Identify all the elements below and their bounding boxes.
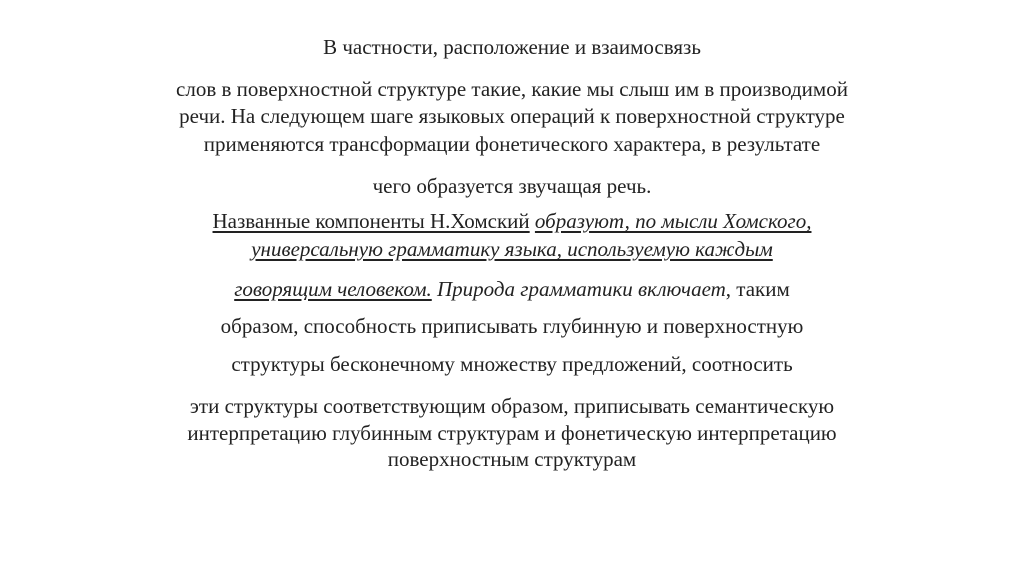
- text-line-2: [0, 76, 1024, 102]
- text-line-4: [0, 131, 1024, 157]
- text-span: В частности, расположение и взаимосвязь: [323, 35, 701, 59]
- text-span: , таким: [725, 277, 790, 301]
- text-line-9: [0, 313, 1024, 339]
- italic-text: Природа грамматики включает: [437, 277, 726, 301]
- underlined-italic-text: универсальную грамматику языка, используемую каждым: [251, 237, 773, 261]
- text-line-12: [0, 420, 1024, 446]
- underlined-italic-text: говорящим человеком.: [234, 277, 432, 301]
- text-line-13: [0, 446, 1024, 472]
- text-span: речи. На следующем шаге языковых операций к поверхностной структуре: [179, 104, 845, 128]
- underlined-text: Названные компоненты Н.Хомский: [212, 209, 530, 233]
- text-span: эти структуры соответствующим образом, приписывать семантическую: [189, 394, 835, 418]
- text-span: слов в поверхностной структуре такие, какие мы слыш им в производимой: [176, 77, 848, 101]
- text-line-7: [0, 236, 1024, 262]
- text-line-11: [0, 393, 1024, 419]
- text-span: структуры бесконечному множеству предложений, соотносить: [231, 352, 793, 376]
- text-span: поверхностным структурам: [387, 447, 637, 471]
- text-line-1: [0, 34, 1024, 60]
- text-line-3: [0, 103, 1024, 129]
- underlined-italic-text: образуют, по мысли Хомского,: [534, 209, 812, 233]
- text-span: интерпретацию глубинным структурам и фонетическую интерпретацию: [187, 421, 837, 445]
- text-line-5: [0, 173, 1024, 199]
- text-span: образом, способность приписывать глубинную и поверхностную: [220, 314, 804, 338]
- text-line-10: [0, 351, 1024, 377]
- text-line-6: [0, 208, 1024, 234]
- text-line-8: [0, 276, 1024, 302]
- text-span: применяются трансформации фонетического характера, в результате: [203, 132, 821, 156]
- text-span: чего образуется звучащая речь.: [372, 174, 652, 198]
